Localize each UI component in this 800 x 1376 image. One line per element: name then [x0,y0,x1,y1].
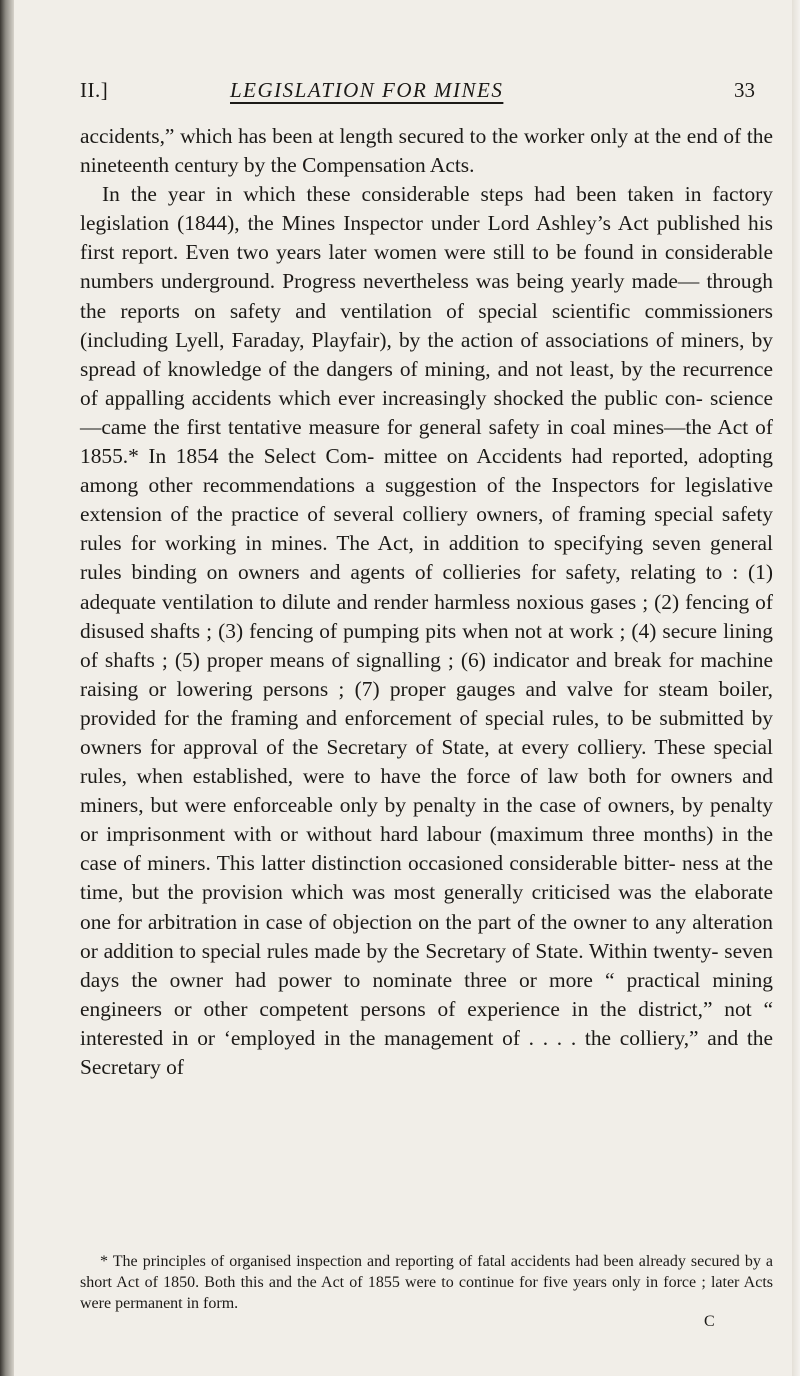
paragraph-main: In the year in which these considerable steps had been taken in factory legislation (1844), the Mines Inspector under Lord Ashley’s Act published his first report. Even two years later women were still to be found in considerable numbers underground. Progress nevertheless was being yearly made— through the reports on safety and ventilation of special scientific commissioners (including Lyell, Faraday, Playfair), by the action of associations of miners, by spread of knowledge of the dangers of mining, and not least, by the recurrence of appalling accidents which ever increasingly shocked the public con- science—came the first tentative measure for general safety in coal mines—the Act of 1855.* In 1854 the Select Com- mittee on Accidents had reported, adopting among other recommendations a suggestion of the Inspectors for legislative extension of the practice of several colliery owners, of framing special safety rules for working in mines. The Act, in addition to specifying seven general rules binding on owners and agents of collieries for safety, relating to : (1) adequate ventilation to dilute and render harmless noxious gases ; (2) fencing of disused shafts ; (3) fencing of pumping pits when not at work ; (4) secure lining of shafts ; (5) proper means of signalling ; (6) indicator and break for machine raising or lowering persons ; (7) proper gauges and valve for steam boiler, provided for the framing and enforcement of special rules, to be submitted by owners for approval of the Secretary of State, at every colliery. These special rules, when established, were to have the force of law both for owners and miners, but were enforceable only by penalty in the case of owners, by penalty or imprisonment with or without hard labour (maximum three months) in the case of miners. This latter distinction occasioned considerable bitter- ness at the time, but the provision which was most generally criticised was the elaborate one for arbitration in case of objection on the part of the owner to any alteration or addition to special rules made by the Secretary of State. Within twenty- seven days the owner had power to nominate three or more “ practical mining engineers or other competent persons of experience in the district,” not “ interested in or ‘employed in the management of . . . . the colliery,” and the Secretary of [80,182,773,1079]
running-header [80,74,773,104]
running-title: LEGISLATION FOR MINES [230,78,504,102]
signature-mark: C [704,1313,715,1330]
chapter-marker: II.] [80,78,109,102]
body-text [80,122,773,1082]
footnote [80,1251,773,1314]
paragraph-continuation: accidents,” which has been at length secured to the worker only at the end of the nineteenth century by the Compensation Acts. [80,124,773,178]
book-spine-shadow [0,0,14,1376]
page-number: 33 [734,78,755,102]
page-edge [792,0,800,1376]
footnote-text: * The principles of organised inspection and reporting of fatal accidents had been already secured by a short Act of 1850. Both this and the Act of 1855 were to continue for five years only in force ; later Acts were permanent in form. [80,1253,773,1312]
